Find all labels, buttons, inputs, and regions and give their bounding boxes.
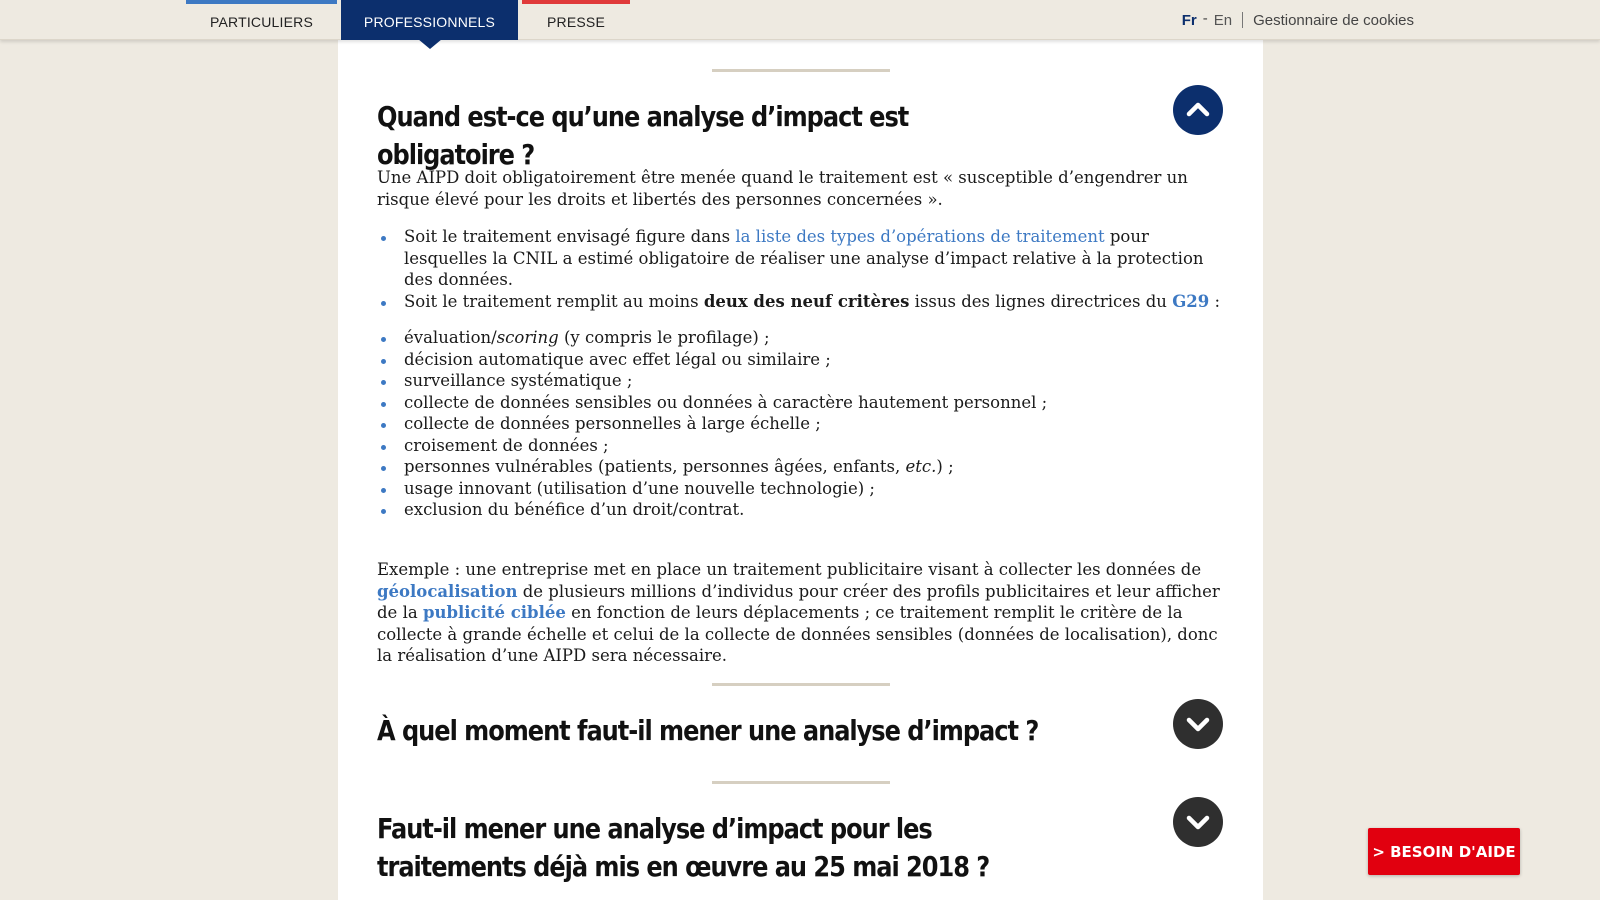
help-button[interactable] <box>1368 828 1520 875</box>
criterion-1-italic: scoring <box>496 328 559 347</box>
tab-presse-label: PRESSE <box>547 14 605 30</box>
geolocation-link[interactable]: géolocalisation <box>377 581 518 601</box>
tab-professionnels[interactable] <box>341 0 518 40</box>
list-item <box>377 327 1227 349</box>
criterion-7-text-end: ) ; <box>936 457 954 476</box>
list-item: surveillance systématique ; <box>377 370 1227 392</box>
expand-section-button[interactable] <box>1173 699 1223 749</box>
tab-particuliers[interactable] <box>186 0 337 40</box>
criterion-7-italic: etc. <box>905 457 937 476</box>
collapse-section-button[interactable] <box>1173 85 1223 135</box>
criterion-1-text-end: (y compris le profilage) ; <box>558 328 770 347</box>
criteria-list <box>377 327 1227 521</box>
list-item <box>377 456 1227 478</box>
list-item: exclusion du bénéfice d’un droit/contrat. <box>377 499 1227 521</box>
list-item: collecte de données personnelles à large échelle ; <box>377 413 1227 435</box>
condition-2-bold: deux des neuf critères <box>703 291 910 311</box>
list-item: décision automatique avec effet légal ou similaire ; <box>377 349 1227 371</box>
list-item <box>377 226 1227 291</box>
list-item: usage innovant (utilisation d’une nouvelle technologie) ; <box>377 478 1227 500</box>
vertical-divider <box>1242 12 1243 28</box>
criterion-7-text: personnes vulnérables (patients, personnes âgées, enfants, <box>404 457 906 476</box>
active-tab-pointer <box>418 39 442 49</box>
section-title-existing-processing[interactable]: Faut-il mener une analyse d’impact pour les traitements déjà mis en œuvre au 25 mai 2018 ? <box>377 812 990 883</box>
language-switcher <box>1182 10 1414 30</box>
example-text-middle: de plusieurs millions d’individus pour créer des profils publicitaires et leur afficher de la <box>377 581 1220 622</box>
condition-2-text-middle: issus des lignes directrices du <box>909 291 1173 311</box>
chevron-down-icon <box>1184 710 1212 738</box>
conditions-list <box>377 226 1227 312</box>
section-divider <box>712 781 890 784</box>
tab-presse[interactable] <box>522 0 630 40</box>
condition-1-text-end: pour lesquelles la CNIL a estimé obligatoire de réaliser une analyse d’impact relative à la protection des données. <box>404 227 1204 289</box>
top-nav-bar <box>0 0 1600 40</box>
list-item: collecte de données sensibles ou données à caractère hautement personnel ; <box>377 392 1227 414</box>
example-text: Exemple : une entreprise met en place un traitement publicitaire visant à collecter les données de <box>377 560 1202 579</box>
cookie-manager-link[interactable]: Gestionnaire de cookies <box>1253 11 1414 29</box>
expand-section-button[interactable] <box>1173 797 1223 847</box>
example-paragraph <box>377 559 1227 667</box>
operations-list-link[interactable]: la liste des types d’opérations de traitement <box>735 227 1105 246</box>
lang-separator: - <box>1202 9 1208 27</box>
chevron-down-icon <box>1184 808 1212 836</box>
lang-fr-link[interactable]: Fr <box>1181 11 1197 29</box>
example-text-end: en fonction de leurs déplacements ; ce traitement remplit le critère de la collecte à grande échelle et celui de la collecte de données sensibles (données de localisation), donc la réalisation d’une AIPD sera nécessaire. <box>377 603 1218 665</box>
g29-link[interactable]: G29 <box>1172 291 1210 311</box>
section-title-mandatory[interactable]: Quand est-ce qu’une analyse d’impact est obligatoire ? <box>377 100 909 171</box>
section-title-timing[interactable]: À quel moment faut-il mener une analyse d’impact ? <box>377 714 1039 747</box>
condition-1-text: Soit le traitement envisagé figure dans <box>404 227 736 246</box>
condition-2-text-end: : <box>1209 291 1221 311</box>
chevron-up-icon <box>1184 96 1212 124</box>
intro-paragraph: Une AIPD doit obligatoirement être menée quand le traitement est « susceptible d’engendrer un risque élevé pour les droits et libertés des personnes concernées ». <box>377 168 1188 209</box>
help-button-label: > BESOIN D'AIDE <box>1372 842 1516 861</box>
section-divider <box>712 69 890 72</box>
criterion-1-text: évaluation/ <box>404 328 497 347</box>
list-item: croisement de données ; <box>377 435 1227 457</box>
condition-2-text: Soit le traitement remplit au moins <box>404 291 704 311</box>
list-item <box>377 291 1227 313</box>
lang-en-link[interactable]: En <box>1213 11 1233 29</box>
section-divider <box>712 683 890 686</box>
content-panel <box>338 40 1263 900</box>
tab-professionnels-label: PROFESSIONNELS <box>363 14 496 30</box>
targeted-advertising-link[interactable]: publicité ciblée <box>422 603 566 622</box>
tab-particuliers-label: PARTICULIERS <box>209 14 314 30</box>
